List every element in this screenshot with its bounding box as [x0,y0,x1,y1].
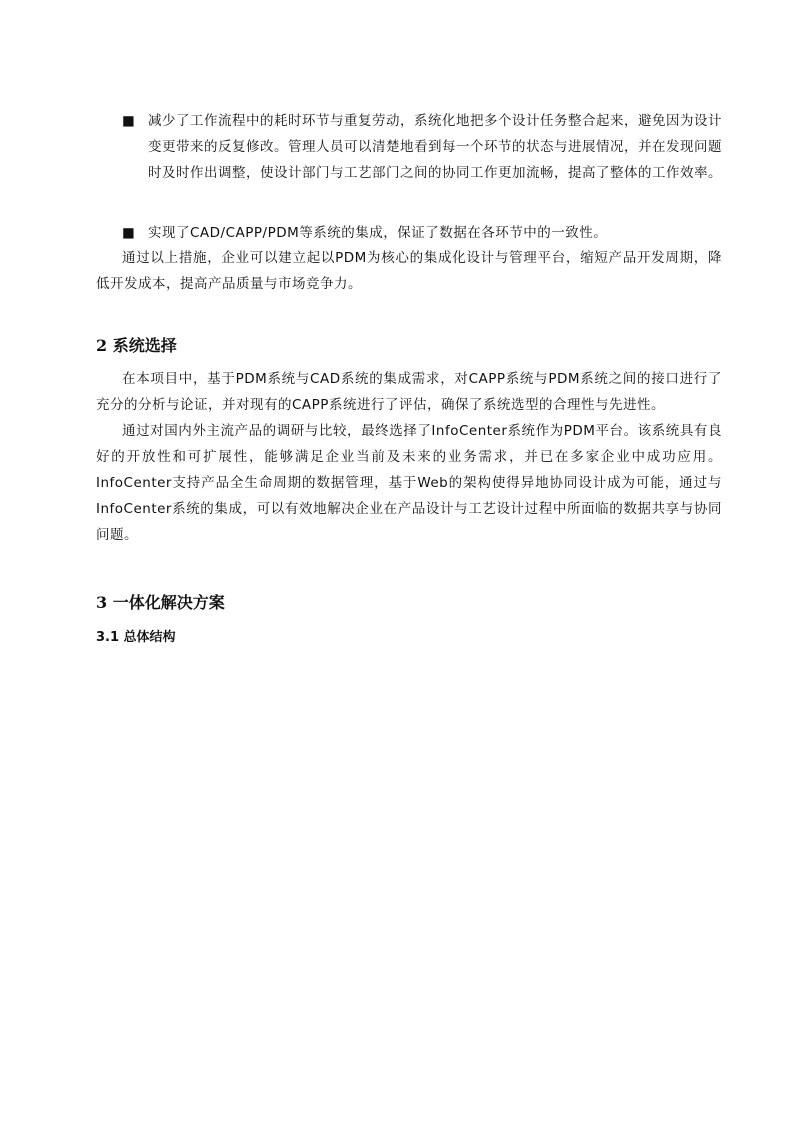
intro-paragraph: 通过以上措施，企业可以建立起以PDM为核心的集成化设计与管理平台，缩短产品开发周期，降低开发成本，提高产品质量与市场竞争力。 [96,250,722,292]
bullet-square-icon: ■ [122,113,136,129]
section-3-heading: 3 一体化解决方案 [96,593,225,612]
bullet-square-icon: ■ [122,225,136,241]
bullet-item-workflow [122,108,722,186]
bullet-text: 实现了CAD/CAPP/PDM等系统的集成，保证了数据在各环节中的一致性。 [148,225,608,241]
section-2-paragraph-2: 通过对国内外主流产品的调研与比较，最终选择了InfoCenter系统作为PDM平台。该系统具有良好的开放性和可扩展性，能够满足企业当前及未来的业务需求，并已在多家企业中成功应用。InfoCenter支持产品全生命周期的数据管理，基于Web的架构使得异地协同设计成为可能，通过与InfoCenter系统的集成，可以有效地解决企业在产品设计与工艺设计过程中所面临的数据共享与协同问题。 [96,423,722,543]
bullet-text: 减少了工作流程中的耗时环节与重复劳动，系统化地把多个设计任务整合起来，避免因为设计变更带来的反复修改。管理人员可以清楚地看到每一个环节的状态与进展情况，并在发现问题时及时作出调整，使设计部门与工艺部门之间的协同工作更加流畅，提高了整体的工作效率。 [148,113,722,181]
section-2-heading: 2 系统选择 [96,336,177,355]
bullet-item-integration [122,220,722,246]
section-2-paragraph-1: 在本项目中，基于PDM系统与CAD系统的集成需求，对CAPP系统与PDM系统之间的接口进行了充分的分析与论证，并对现有的CAPP系统进行了评估，确保了系统选型的合理性与先进性。 [96,371,722,413]
section-3-1-subheading: 3.1 总体结构 [96,630,176,645]
